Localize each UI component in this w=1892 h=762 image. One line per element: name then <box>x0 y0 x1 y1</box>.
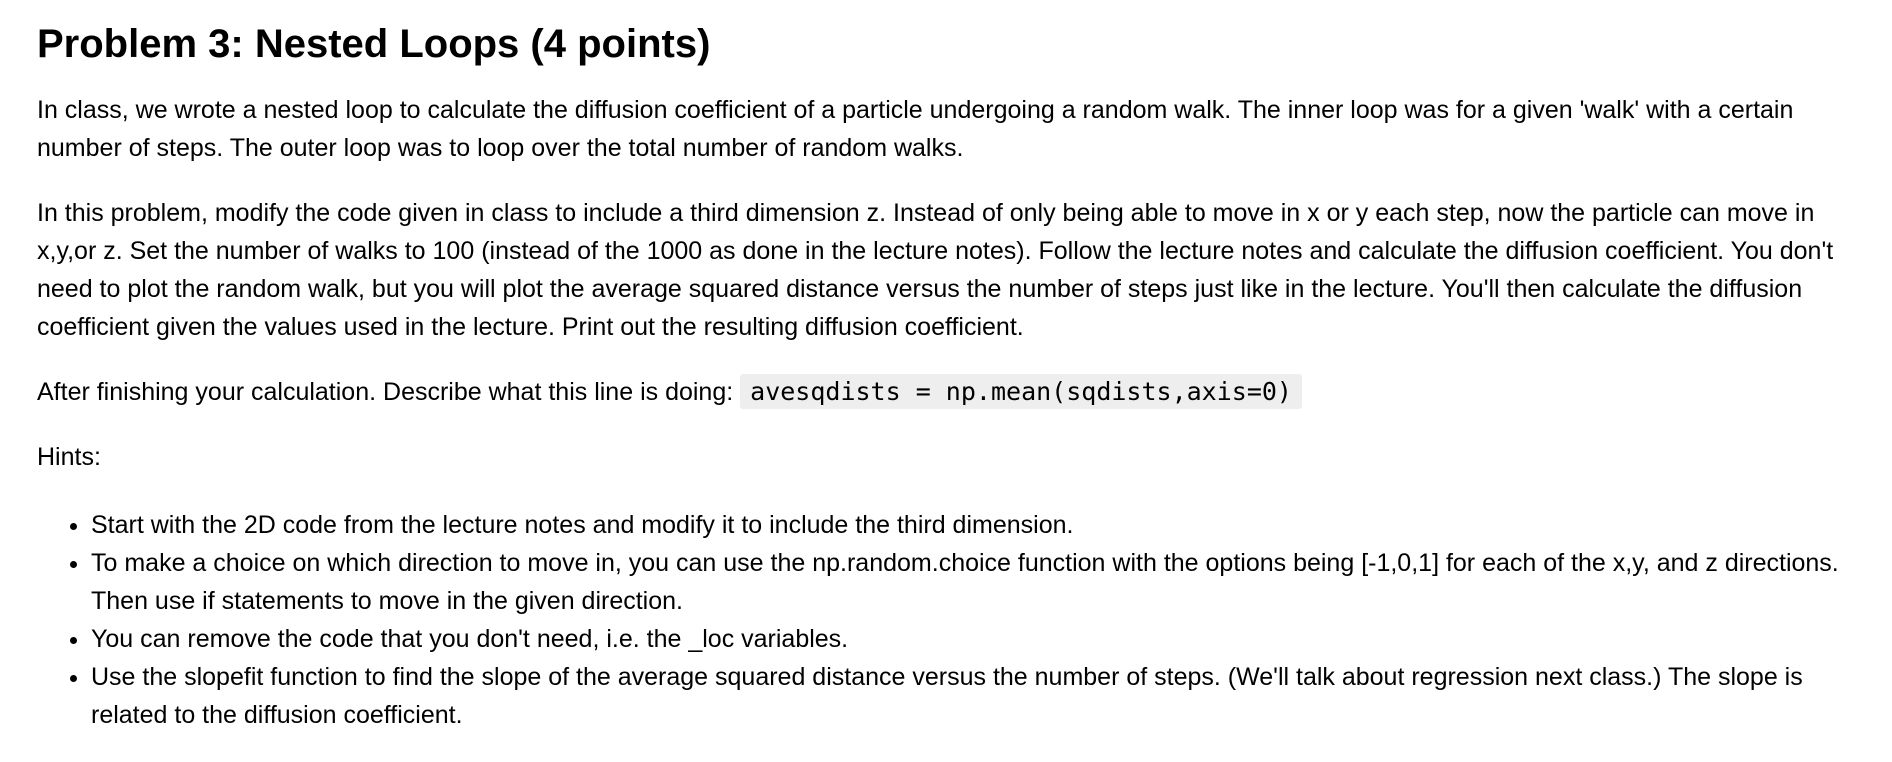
hint-item: • Use the slopefit function to find the slope of the average squared distance versus the number of steps. (We'll talk about regression next class.) The slope is related to the diffusion coefficient. <box>91 658 1854 734</box>
describe-prefix: After finishing your calculation. Describe what this line is doing: <box>37 378 734 406</box>
instructions-paragraph: In this problem, modify the code given in class to include a third dimension z. Instead of only being able to move in x or y each step, now the particle can move in x,y,or z. Set the number of walks to 100 (instead of the 1000 as done in the lecture notes). Follow the lecture notes and calculate the diffusion coefficient. You don't need to plot the random walk, but you will plot the average squared distance versus the number of steps just like in the lecture. You'll then calculate the diffusion coefficient given the values used in the lecture. Print out the resulting diffusion coefficient. <box>37 199 1834 341</box>
hint-item: • To make a choice on which direction to move in, you can use the np.random.choice function with the options being [-1,0,1] for each of the x,y, and z directions. Then use if statements to move in the given direction. <box>91 544 1854 620</box>
code-snippet: avesqdists = np.mean(sqdists,axis=0) <box>740 374 1302 409</box>
describe-paragraph <box>37 373 1854 411</box>
hint-item: • You can remove the code that you don't need, i.e. the _loc variables. <box>91 620 1854 658</box>
hints-list <box>37 506 1854 734</box>
problem-title: Problem 3: Nested Loops (4 points) <box>37 22 711 66</box>
hints-label: Hints: <box>37 443 101 471</box>
intro-paragraph: In class, we wrote a nested loop to calculate the diffusion coefficient of a particle undergoing a random walk. The inner loop was for a given 'walk' with a certain number of steps. The outer loop was to loop over the total number of random walks. <box>37 96 1794 162</box>
hint-item: • Start with the 2D code from the lecture notes and modify it to include the third dimension. <box>91 506 1854 544</box>
